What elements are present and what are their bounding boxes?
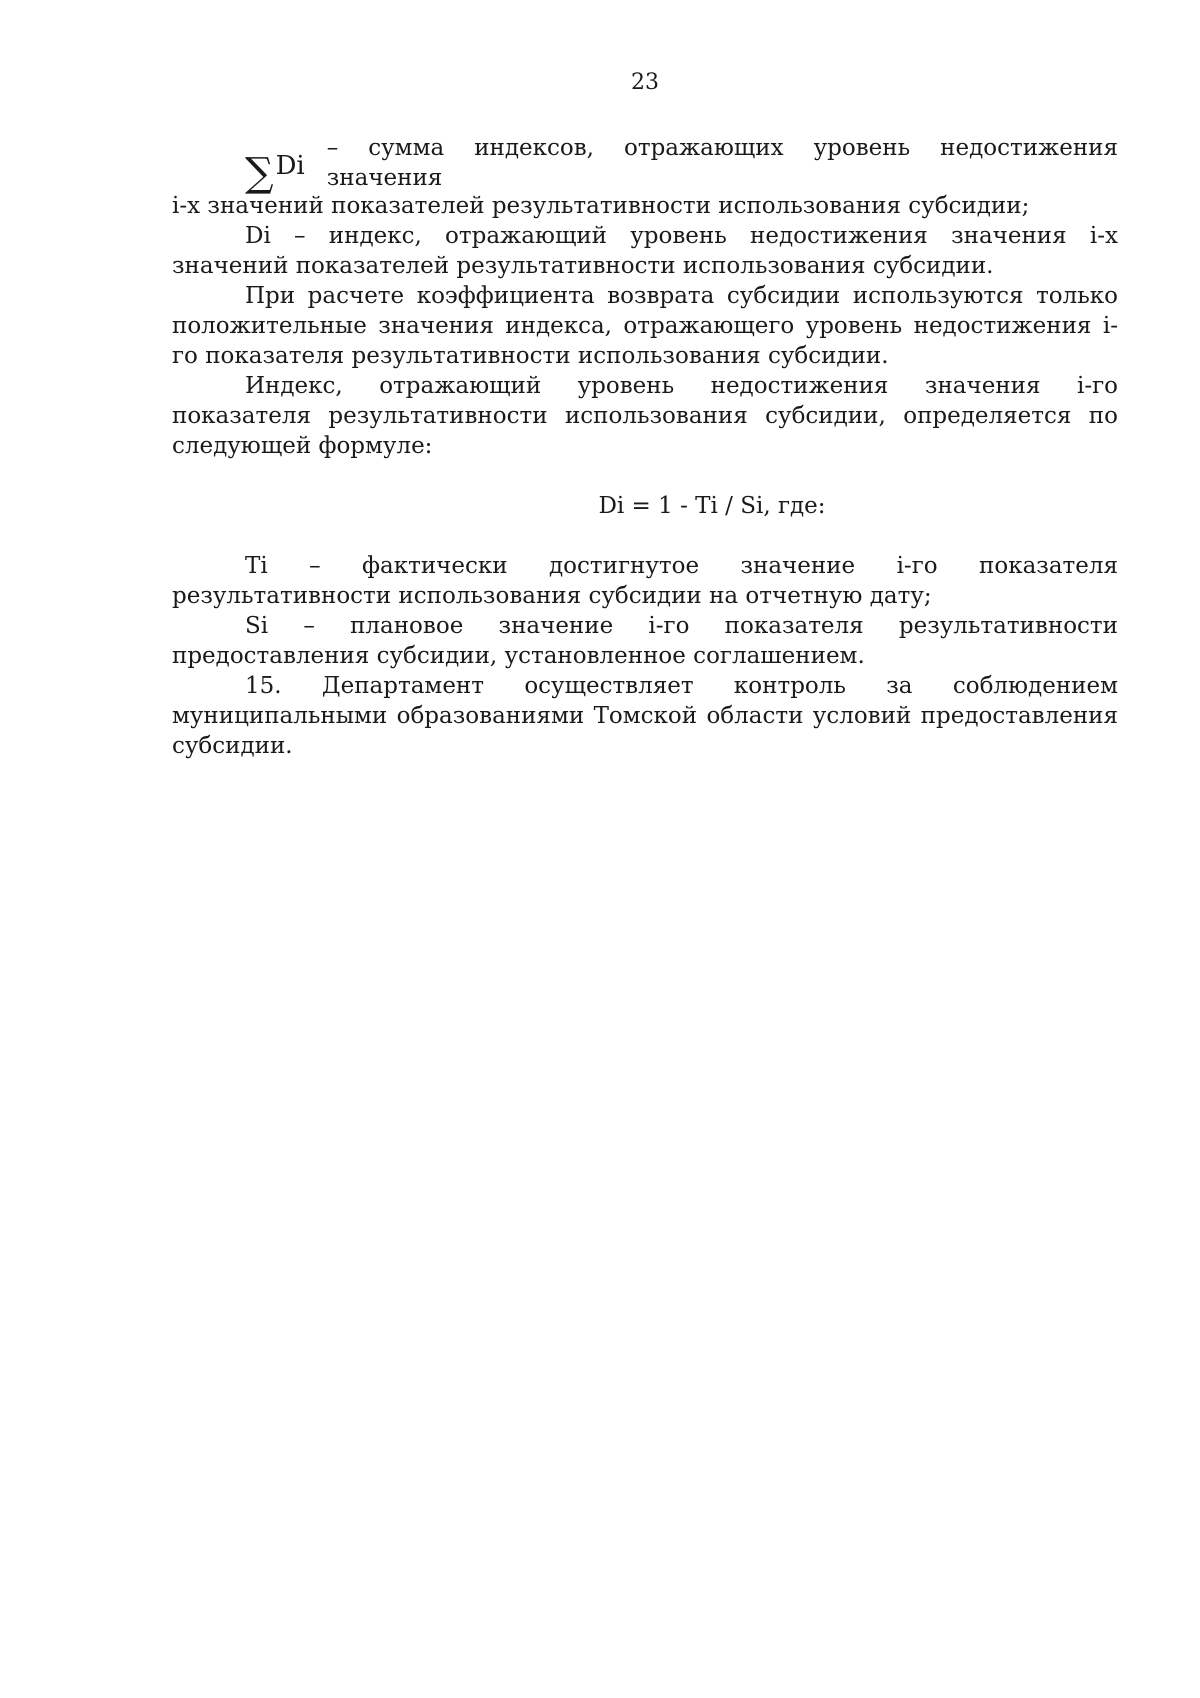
si-definition: Si – плановое значение i-го показателя результативности предоставления субсидии, установленное соглашением. — [172, 613, 1118, 669]
sum-symbol: ∑ — [245, 150, 274, 196]
ti-definition: Ti – фактически достигнутое значение i-го показателя результативности использования субсидии на отчетную дату; — [172, 553, 1118, 609]
index-formula-intro: Индекс, отражающий уровень недостижения значения i-го показателя результативности использования субсидии, определяется по следующей формуле: — [172, 373, 1118, 459]
document-body — [172, 135, 1118, 761]
positive-values-paragraph: При расчете коэффициента возврата субсидии используются только положительные значения индекса, отражающего уровень недостижения i-го показателя результативности использования субсидии. — [172, 283, 1118, 369]
di-formula-text: Di = 1 - Ti / Si, где: — [598, 493, 826, 519]
di-definition: Di – индекс, отражающий уровень недостижения значения i-х значений показателей результативности использования субсидии. — [172, 223, 1118, 279]
di-formula — [172, 491, 1172, 521]
page-number: 23 — [631, 70, 659, 95]
sum-definition-line — [172, 135, 1118, 196]
item-15-paragraph: 15. Департамент осуществляет контроль за соблюдением муниципальными образованиями Томской области условий предоставления субсидии. — [172, 673, 1118, 759]
sum-definition-text: – сумма индексов, отражающих уровень недостижения значения — [326, 135, 1118, 191]
sum-definition-continuation: i-х значений показателей результативности использования субсидии; — [172, 193, 1030, 219]
sum-variable: Di — [275, 151, 305, 181]
